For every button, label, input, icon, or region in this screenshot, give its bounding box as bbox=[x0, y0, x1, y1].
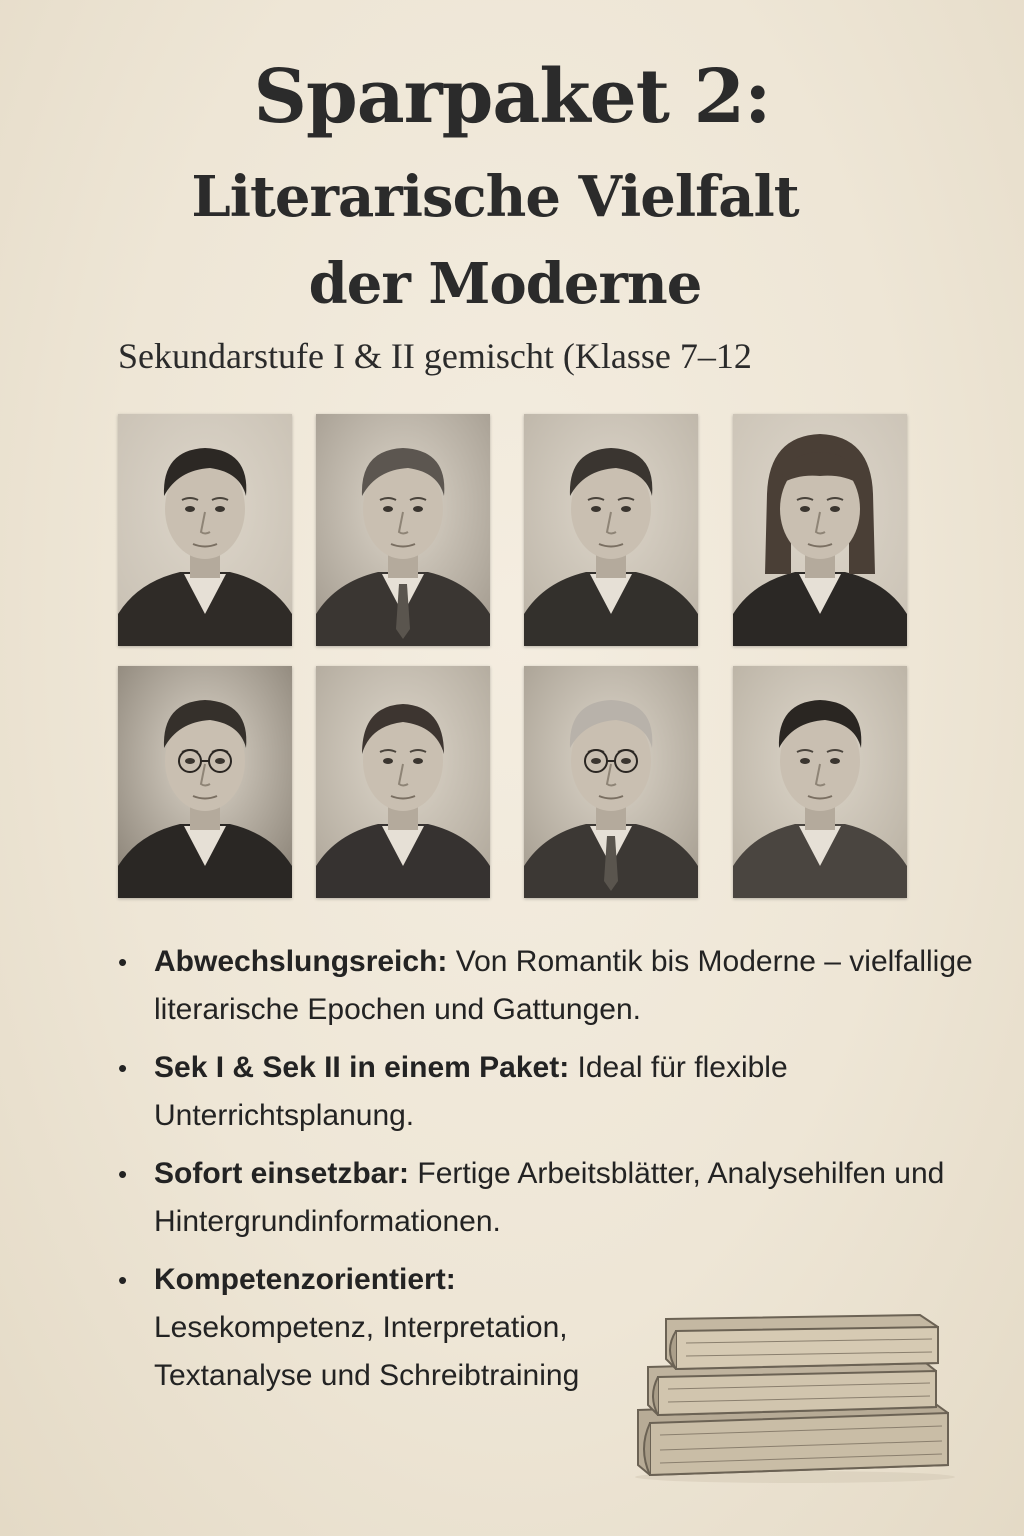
feature-label: Kompetenzorientiert: bbox=[154, 1263, 456, 1296]
feature-label: Abwechslungsreich: bbox=[154, 945, 448, 978]
portrait-man-glasses-icon bbox=[118, 666, 292, 898]
book-stack-icon bbox=[630, 1305, 960, 1485]
bullet-icon: • bbox=[118, 1053, 128, 1083]
bullet-icon: • bbox=[118, 947, 128, 977]
feature-item bbox=[118, 1044, 978, 1140]
portrait-man-short-hair-icon bbox=[733, 666, 907, 898]
feature-text: Von Romantik bis Moderne – vielfallige literarische Epochen und Gattungen. bbox=[154, 945, 973, 1026]
portrait-older-man-glasses-icon bbox=[524, 666, 698, 898]
feature-text: Fertige Arbeitsblätter, Analysehilfen und Hintergrundinformationen. bbox=[154, 1157, 945, 1238]
feature-text: Lesekompetenz, Interpretation, Textanalyse und Schreibtraining bbox=[154, 1311, 580, 1392]
portrait-woman-bun-icon bbox=[316, 666, 490, 898]
portrait-young-man-collar-icon bbox=[524, 414, 698, 646]
feature-text: Ideal für flexible Unterrichtsplanung. bbox=[154, 1051, 788, 1132]
feature-item bbox=[118, 1256, 674, 1400]
bullet-icon: • bbox=[118, 1159, 128, 1189]
feature-label: Sek I & Sek II in einem Paket: bbox=[154, 1051, 570, 1084]
bullet-icon: • bbox=[118, 1265, 128, 1295]
page-title-line-2: Literarische Vielfalt bbox=[191, 164, 799, 230]
portrait-young-man-icon bbox=[118, 414, 292, 646]
portrait-man-tie-icon bbox=[316, 414, 490, 646]
page-title-line-3: der Moderne bbox=[308, 251, 702, 317]
feature-label: Sofort einsetzbar: bbox=[154, 1157, 410, 1190]
page-title: Sparpaket 2: bbox=[253, 54, 771, 140]
feature-item bbox=[118, 938, 978, 1034]
page-subtitle: Sekundarstufe I & II gemischt (Klasse 7–12 bbox=[118, 336, 752, 376]
feature-item bbox=[118, 1150, 978, 1246]
portrait-woman-bob-icon bbox=[733, 414, 907, 646]
